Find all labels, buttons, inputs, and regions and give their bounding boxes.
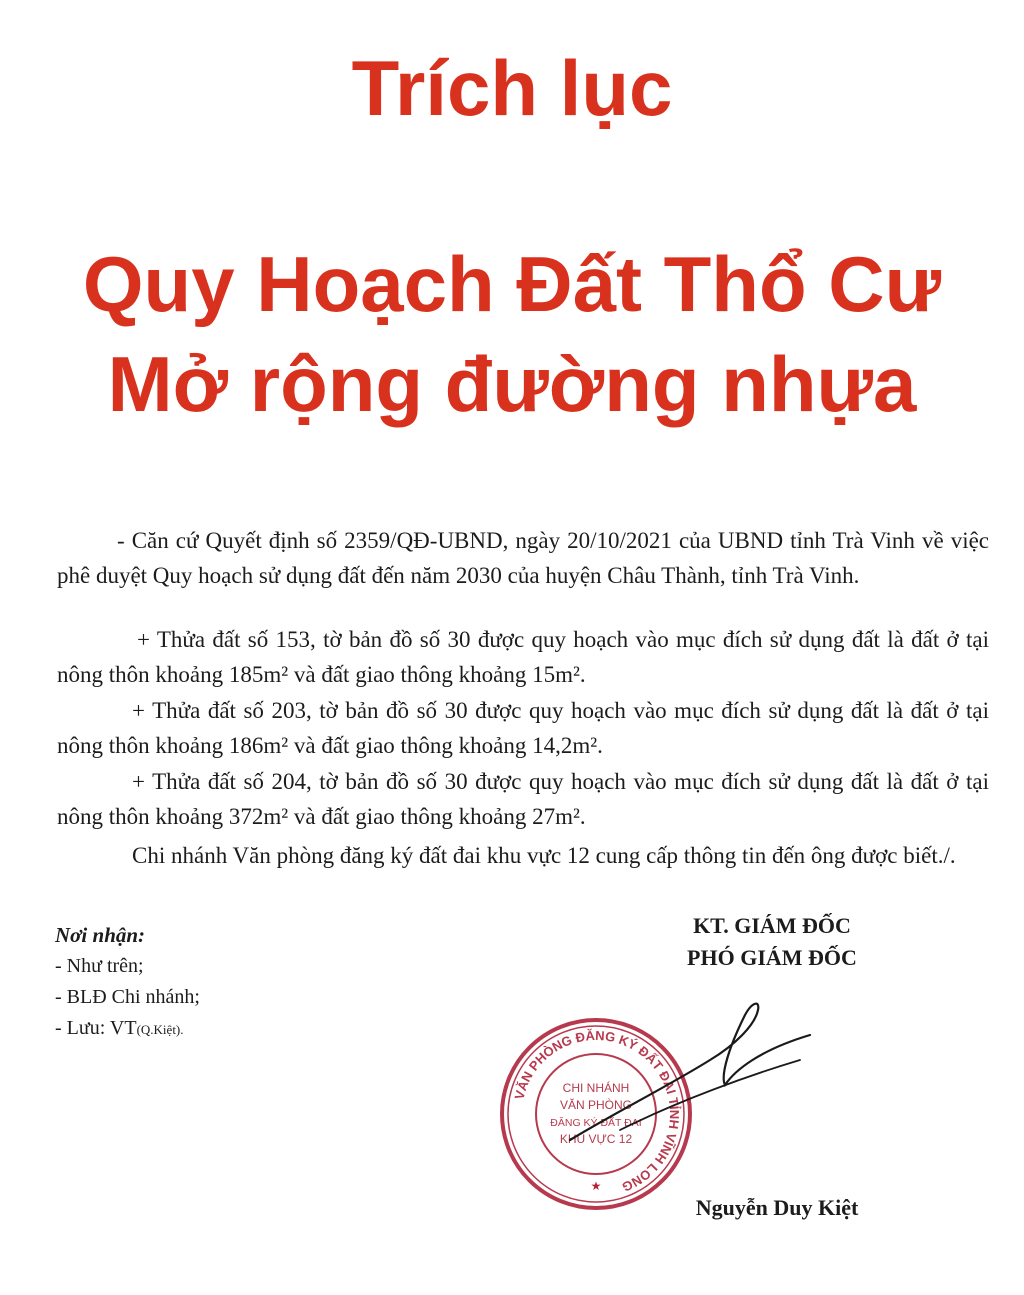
recipient-item: - Như trên; <box>55 955 144 977</box>
signer-name: Nguyễn Duy Kiệt <box>695 1195 859 1220</box>
recipient-item: - BLĐ Chi nhánh; <box>55 986 200 1008</box>
signature-position: PHÓ GIÁM ĐỐC <box>687 945 857 970</box>
headline-subtitle-line-1: Quy Hoạch Đất Thổ Cư <box>82 240 942 328</box>
seal-inner-line: KHU VỰC 12 <box>559 1132 633 1146</box>
recipient-item <box>55 1013 200 1045</box>
recipient-note: (Q.Kiệt). <box>136 1022 184 1037</box>
legal-basis-paragraph: - Căn cứ Quyết định số 2359/QĐ-UBND, ngày 20/10/2021 của UBND tỉnh Trà Vinh về việc phê duyệt Quy hoạch sử dụng đất đến năm 2030 của huyện Châu Thành, tỉnh Trà Vinh. <box>57 528 989 588</box>
headline-title: Trích lục <box>351 44 673 132</box>
recipient-item-label: - Lưu: VT <box>55 1017 137 1039</box>
seal-ring-text: VĂN PHÒNG ĐĂNG KÝ ĐẤT ĐAI TỈNH VĨNH LONG <box>511 1027 683 1195</box>
seal-star-icon: ★ <box>590 1179 602 1193</box>
handwritten-signature <box>560 990 820 1150</box>
seal-inner-line: ĐĂNG KÝ ĐẤT ĐAI <box>550 1117 642 1129</box>
recipients-block <box>55 920 200 1045</box>
seal-inner-line: VĂN PHÒNG <box>559 1098 633 1112</box>
headline-subtitle-line-2: Mở rộng đường nhựa <box>107 340 917 428</box>
parcel-204-paragraph: + Thửa đất số 204, tờ bản đồ số 30 được quy hoạch vào mục đích sử dụng đất là đất ở tại nông thôn khoảng 372m² và đất giao thông khoảng 27m². <box>57 769 989 829</box>
parcel-203-paragraph: + Thửa đất số 203, tờ bản đồ số 30 được quy hoạch vào mục đích sử dụng đất là đất ở tại nông thôn khoảng 186m² và đất giao thông khoảng 14,2m². <box>57 698 989 758</box>
signature-title: KT. GIÁM ĐỐC <box>693 913 851 938</box>
recipients-title: Nơi nhận: <box>55 923 146 947</box>
closing-paragraph: Chi nhánh Văn phòng đăng ký đất đai khu vực 12 cung cấp thông tin đến ông được biết./. <box>132 843 956 868</box>
seal-inner-line: CHI NHÁNH <box>562 1081 630 1095</box>
parcel-153-paragraph: + Thửa đất số 153, tờ bản đồ số 30 được quy hoạch vào mục đích sử dụng đất là đất ở tại nông thôn khoảng 185m² và đất giao thông khoảng 15m². <box>57 627 989 687</box>
